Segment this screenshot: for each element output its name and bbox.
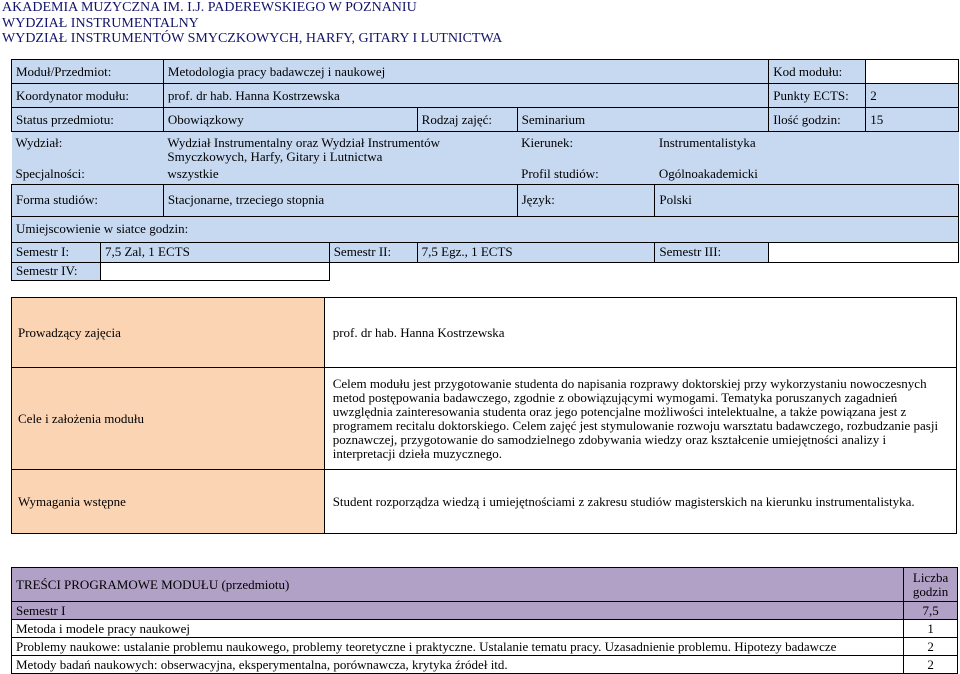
class-type-value: Seminarium [517, 108, 769, 132]
status-value: Obowiązkowy [163, 108, 417, 132]
semester-1-value: 7,5 Zal, 1 ECTS [100, 242, 329, 262]
semester-4-label: Semestr IV: [12, 262, 101, 280]
language-label: Język: [517, 184, 655, 216]
semester-2-value: 7,5 Egz., 1 ECTS [417, 242, 655, 262]
header-academy: AKADEMIA MUZYCZNA IM. I.J. PADEREWSKIEGO W POZNANIU [2, 0, 417, 15]
semester-2-label: Semestr II: [329, 242, 417, 262]
goals-value: Celem modułu jest przygotowanie studenta do napisania rozprawy doktorskiej przy wykorzystaniu nowoczesnych metod postępowania badawczego, zgodnie z obowiązującymi wymogami. Tematyka poruszanych zagadnień uwzględnia zainteresowania studenta oraz jego potencjalne możliwości intelektualne, a także powiązana jest z programem recitalu doktorskiego. Celem zajęć jest stymulowanie rozwoju warsztatu badawczego, rozbudzanie pasji poznawczej, przygotowanie do samodzielnego zdobywania wiedzy oraz kształcenie umiejętności analizy i interpretacji dzieła muzycznego. [324, 368, 956, 470]
semester-4-value [100, 262, 329, 280]
status-label: Status przedmiotu: [12, 108, 164, 132]
module-info-table [11, 59, 959, 281]
faculty-value-line-2: Smyczkowych, Harfy, Gitary i Lutnictwa [167, 149, 383, 164]
semester-3-value [769, 242, 959, 262]
language-value: Polski [655, 184, 959, 216]
hours-label: Ilość godzin: [769, 108, 866, 132]
field-value: Instrumentalistyka [655, 132, 959, 165]
program-row-label: Metody badań naukowych: obserwacyjna, eksperymentalna, porównawcza, krytyka źródeł itd. [12, 656, 904, 674]
study-form-label: Forma studiów: [12, 184, 164, 216]
module-value: Metodologia pracy badawczej i naukowej [163, 60, 768, 84]
header-department: WYDZIAŁ INSTRUMENTÓW SMYCZKOWYCH, HARFY, GITARY I LUTNICTWA [2, 31, 503, 46]
hours-value: 15 [866, 108, 959, 132]
header-faculty: WYDZIAŁ INSTRUMENTALNY [2, 15, 199, 31]
program-hours-header [904, 568, 958, 602]
semester-1-label: Semestr I: [12, 242, 101, 262]
requirements-label: Wymagania wstępne [12, 470, 325, 534]
instructor-value: prof. dr hab. Hanna Kostrzewska [324, 298, 956, 368]
specialties-value: wszystkie [163, 164, 517, 184]
document-header [2, 0, 502, 47]
program-row-hours: 1 [904, 620, 958, 638]
program-row-hours: 2 [904, 638, 958, 656]
profile-label: Profil studiów: [517, 164, 655, 184]
ects-label: Punkty ECTS: [769, 84, 866, 108]
program-row-label: Metoda i modele pracy naukowej [12, 620, 904, 638]
program-row-label: Semestr I [12, 602, 904, 620]
coordinator-value: prof. dr hab. Hanna Kostrzewska [163, 84, 768, 108]
coordinator-label: Koordynator modułu: [12, 84, 164, 108]
semester-row-blank [329, 262, 958, 280]
hours-header-line-2: godzin [912, 583, 949, 599]
goals-label: Cele i założenia modułu [12, 368, 325, 470]
schedule-placement-label: Umiejscowienie w siatce godzin: [12, 216, 959, 242]
module-code-value [866, 60, 959, 84]
field-label: Kierunek: [517, 132, 655, 165]
instructor-label: Prowadzący zajęcia [12, 298, 325, 368]
requirements-value: Student rozporządza wiedzą i umiejętnościami z zakresu studiów magisterskich na kierunku instrumentalistyka. [324, 470, 956, 534]
module-code-label: Kod modułu: [769, 60, 866, 84]
ects-value: 2 [866, 84, 959, 108]
faculty-value-line-1: Wydział Instrumentalny oraz Wydział Instrumentów [167, 135, 440, 150]
module-label: Moduł/Przedmiot: [12, 60, 164, 84]
semester-3-label: Semestr III: [655, 242, 769, 262]
program-row-label: Problemy naukowe: ustalanie problemu naukowego, problemy teoretyczne i praktyczne. Ustalanie tematu pracy. Uzasadnienie problemu. Hipotezy badawcze [12, 638, 904, 656]
profile-value: Ogólnoakademicki [655, 164, 959, 184]
program-row-hours: 2 [904, 656, 958, 674]
program-row-hours: 7,5 [904, 602, 958, 620]
program-contents-table [11, 567, 958, 674]
faculty-label: Wydział: [12, 132, 164, 165]
specialties-label: Specjalności: [12, 164, 164, 184]
study-form-value: Stacjonarne, trzeciego stopnia [163, 184, 517, 216]
faculty-value [163, 132, 517, 165]
program-title: TREŚCI PROGRAMOWE MODUŁU (przedmiotu) [12, 568, 904, 602]
hours-header-line-1: Liczba [912, 569, 949, 585]
class-type-label: Rodzaj zajęć: [417, 108, 517, 132]
module-details-table [11, 297, 957, 534]
